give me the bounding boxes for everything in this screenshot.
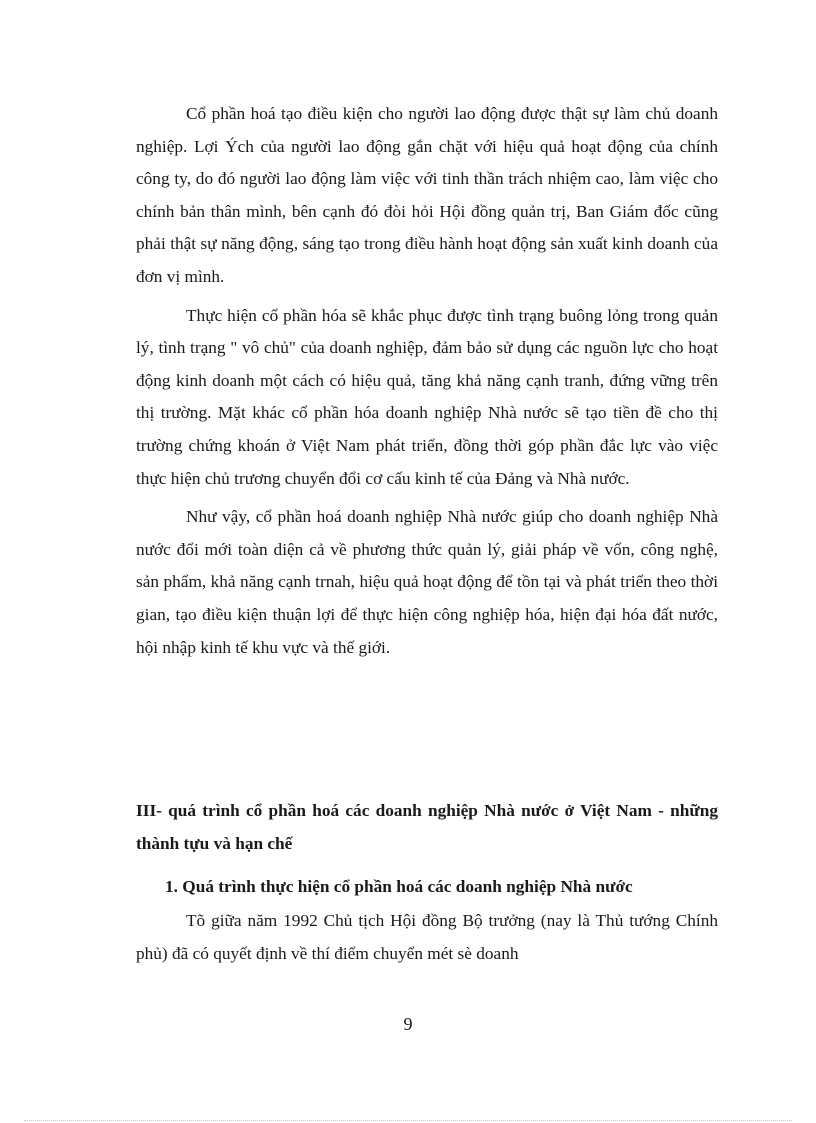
- section-heading: III- quá trình cổ phần hoá các doanh nghiệp Nhà nước ở Việt Nam - những thành tựu và hạn chế: [136, 801, 718, 853]
- page-number: 9: [403, 1014, 413, 1034]
- paragraph-3: Như vậy, cổ phần hoá doanh nghiệp Nhà nước giúp cho doanh nghiệp Nhà nước đổi mới toàn diện cả về phương thức quản lý, giải pháp về vốn, công nghệ, sản phẩm, khả năng cạnh trnah, hiệu quả hoạt động để tồn tại và phát triển theo thời gian, tạo điều kiện thuận lợi để thực hiện công nghiệp hóa, hiện đại hóa đất nước, hội nhập kinh tế khu vực và thế giới.: [136, 507, 718, 657]
- paragraph-4: Tõ giữa năm 1992 Chủ tịch Hội đồng Bộ trưởng (nay là Thủ tướng Chính phủ) đã có quyết định về thí điểm chuyển mét sè doanh: [136, 911, 718, 963]
- page-bottom-divider: [24, 1120, 792, 1121]
- document-body: [136, 98, 718, 963]
- paragraph-1: Cổ phần hoá tạo điều kiện cho người lao động được thật sự làm chủ doanh nghiệp. Lợi Ých của người lao động gắn chặt với hiệu quả hoạt động của chính công ty, do đó người lao động làm việc với tinh thần trách nhiệm cao, làm việc cho chính bản thân mình, bên cạnh đó đòi hỏi Hội đồng quản trị, Ban Giám đốc cũng phải thật sự năng động, sáng tạo trong điều hành hoạt động sản xuất kinh doanh của đơn vị mình.: [136, 104, 718, 286]
- paragraph-2: Thực hiện cổ phần hóa sẽ khắc phục được tình trạng buông lỏng trong quản lý, tình trạng " vô chủ" của doanh nghiệp, đảm bảo sử dụng các nguồn lực cho hoạt động kinh doanh một cách có hiệu quả, tăng khả năng cạnh tranh, đứng vững trên thị trường. Mặt khác cổ phần hóa doanh nghiệp Nhà nước sẽ tạo tiền đề cho thị trường chứng khoán ở Việt Nam phát triển, đồng thời góp phần đắc lực vào việc thực hiện chủ trương chuyển đổi cơ cấu kinh tế của Đảng và Nhà nước.: [136, 305, 718, 488]
- subsection-heading: 1. Quá trình thực hiện cổ phần hoá các doanh nghiệp Nhà nước: [165, 877, 633, 896]
